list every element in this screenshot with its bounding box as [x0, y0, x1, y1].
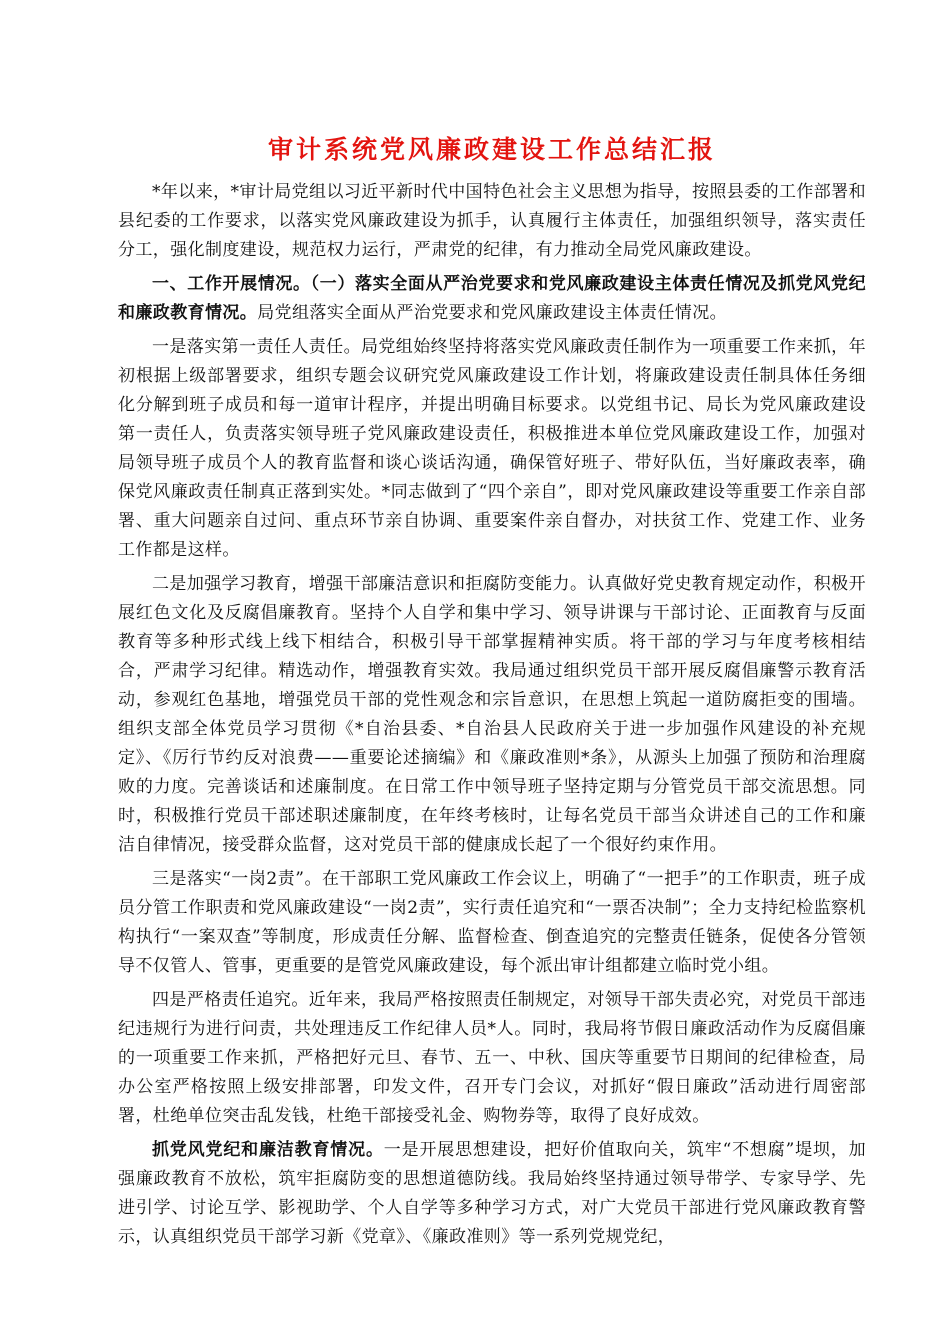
section2-paragraph	[118, 1136, 866, 1252]
section1-text: 局党组落实全面从严治党要求和党风廉政建设主体责任情况。	[257, 303, 728, 323]
paragraph-three: 三是落实“一岗2责”。在干部职工党风廉政工作会议上，明确了“一把手”的工作职责，班子成员分管工作职责和党风廉政建设“一岗2责”，实行责任追究和“一票否决制”；全力支持纪检监察机构执行“一案双查”等制度，形成责任分解、监督检查、倒查追究的完整责任链条，促使各分管领导不仅管人、管事，更重要的是管党风廉政建设，每个派出审计组都建立临时党小组。	[118, 869, 866, 976]
document-page	[118, 130, 866, 1257]
section2-text: 一是开展思想建设，把好价值取向关，筑牢“不想腐”堤坝，加强廉政教育不放松，筑牢拒腐防变的思想道德防线。我局始终坚持通过领导带学、专家导学、先进引学、讨论互学、影视助学、个人自学等多种学习方式，对广大党员干部进行党风廉政教育警示，认真组织党员干部学习新《党章》、《廉政准则》等一系列党规党纪，	[118, 1140, 866, 1247]
section1-paragraph	[118, 270, 866, 328]
section1-heading: 一、工作开展情况。（一）落实全面从严治党要求和党风廉政建设主体责任情况及抓党风党纪和廉政教育情况。	[118, 274, 866, 323]
document-title: 审计系统党风廉政建设工作总结汇报	[267, 135, 716, 164]
paragraph-one: 一是落实第一责任人责任。局党组始终坚持将落实党风廉政责任制作为一项重要工作来抓，年初根据上级部署要求，组织专题会议研究党风廉政建设工作计划，将廉政建设责任制具体任务细化分解到班子成员和每一道审计程序，并提出明确目标要求。以党组书记、局长为党风廉政建设第一责任人，负责落实领导班子党风廉政建设责任，积极推进本单位党风廉政建设工作，加强对局领导班子成员个人的教育监督和谈心谈话沟通，确保管好班子、带好队伍，当好廉政表率，确保党风廉政责任制真正落到实处。*同志做到了“四个亲自”，即对党风廉政建设等重要工作亲自部署、重大问题亲自过问、重点环节亲自协调、重要案件亲自督办，对扶贫工作、党建工作、业务工作都是这样。	[118, 337, 866, 560]
paragraph-two: 二是加强学习教育，增强干部廉洁意识和拒腐防变能力。认真做好党史教育规定动作，积极开展红色文化及反腐倡廉教育。坚持个人自学和集中学习、领导讲课与干部讨论、正面教育与反面教育等多种形式线上线下相结合，积极引导干部掌握精神实质。将干部的学习与年度考核相结合，严肃学习纪律。精选动作，增强教育实效。我局通过组织党员干部开展反腐倡廉警示教育活动，参观红色基地，增强党员干部的党性观念和宗旨意识，在思想上筑起一道防腐拒变的围墙。组织支部全体党员学习贯彻《*自治县委、*自治县人民政府关于进一步加强作风建设的补充规定》、《厉行节约反对浪费——重要论述摘编》和《廉政准则*条》，从源头上加强了预防和治理腐败的力度。完善谈话和述廉制度。在日常工作中领导班子坚持定期与分管党员干部交流思想。同时，积极推行党员干部述职述廉制度，在年终考核时，让每名党员干部当众讲述自己的工作和廉洁自律情况，接受群众监督，这对党员干部的健康成长起了一个很好约束作用。	[118, 574, 866, 855]
paragraph-four: 四是严格责任追究。近年来，我局严格按照责任制规定，对领导干部失责必究，对党员干部违纪违规行为进行问责，共处理违反工作纪律人员*人。同时，我局将节假日廉政活动作为反腐倡廉的一项重要工作来抓，严格把好元旦、春节、五一、中秋、国庆等重要节日期间的纪律检查，局办公室严格按照上级安排部署，印发文件，召开专门会议，对抓好“假日廉政”活动进行周密部署，杜绝单位突击乱发钱，杜绝干部接受礼金、购物券等，取得了良好成效。	[118, 990, 866, 1126]
section2-heading: 抓党风党纪和廉洁教育情况。	[152, 1140, 384, 1160]
intro-paragraph: *年以来，*审计局党组以习近平新时代中国特色社会主义思想为指导，按照县委的工作部署和县纪委的工作要求，以落实党风廉政建设为抓手，认真履行主体责任，加强组织领导，落实责任分工，强化制度建设，规范权力运行，严肃党的纪律，有力推动全局党风廉政建设。	[118, 182, 866, 260]
